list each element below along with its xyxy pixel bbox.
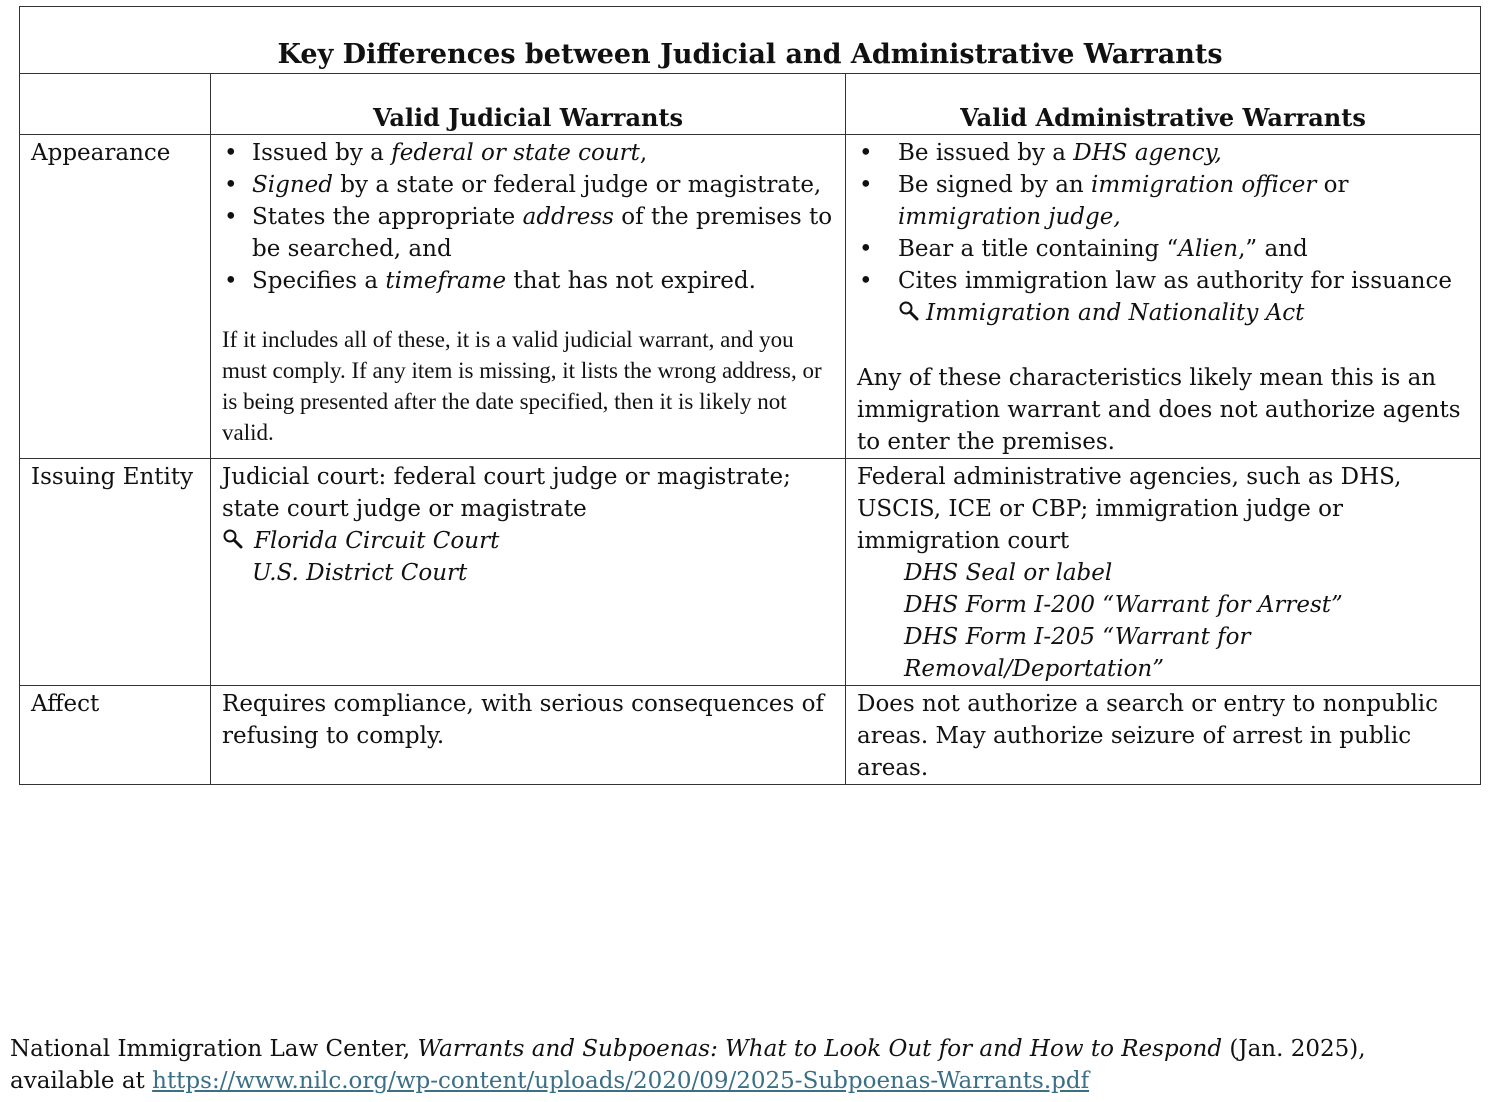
bullet-glyph: • (224, 172, 238, 198)
bullet-glyph: • (859, 236, 873, 262)
citation-available-at: available at (10, 1068, 153, 1094)
magnifier-icon (898, 300, 926, 324)
bullet-text: States the appropriate (252, 204, 523, 230)
list-item (222, 265, 834, 297)
bullet-glyph: • (859, 172, 873, 198)
bullet-text: or (1316, 172, 1349, 198)
bullet-text: by a state or federal judge or magistrate, (332, 172, 822, 198)
bullet-emphasis: DHS agency, (1073, 140, 1222, 166)
bullet-text: Be signed by an (898, 172, 1092, 198)
bullet-glyph: • (224, 268, 238, 294)
bullet-text: of the premises to be searched, and (252, 204, 833, 262)
bullet-text: Be issued by a (898, 140, 1074, 166)
administrative-column-header: Valid Administrative Warrants (846, 74, 1481, 135)
example-text: DHS Seal or label (904, 560, 1113, 586)
citation-date: (Jan. 2025), (1222, 1036, 1366, 1062)
example-text: DHS Form I-205 “Warrant for Removal/Deportation” (904, 624, 1251, 682)
empty-header-cell (20, 74, 211, 135)
cell-spacer (222, 589, 834, 683)
citation-title: Warrants and Subpoenas: What to Look Out for and How to Respond (417, 1036, 1223, 1062)
administrative-appearance-list (857, 137, 1469, 329)
issuing-entity-row (20, 459, 1481, 686)
bullet-emphasis: immigration judge, (898, 204, 1121, 230)
judicial-affect-cell: Requires compliance, with serious consequences of refusing to comply. (211, 686, 846, 785)
appearance-row (20, 135, 1481, 459)
bullet-text: Bear a title containing “ (898, 236, 1179, 262)
bullet-glyph: • (859, 140, 873, 166)
judicial-issuing-cell (211, 459, 846, 686)
bullet-text: that has not expired. (506, 268, 756, 294)
bullet-emphasis: Signed (252, 172, 333, 198)
bullet-glyph: • (224, 204, 238, 230)
citation-link[interactable]: https://www.nilc.org/wp-content/uploads/2020/09/2025-Subpoenas-Warrants.pdf (152, 1068, 1090, 1094)
list-item (222, 169, 834, 201)
administrative-example (898, 297, 1469, 329)
bullet-text: ,” and (1238, 236, 1308, 262)
table-title-row (20, 7, 1481, 74)
example-text: Immigration and Nationality Act (926, 300, 1305, 326)
administrative-characteristics-note: Any of these characteristics likely mean this is an immigration warrant and does not authorize agents to enter the premises. (857, 365, 1461, 455)
column-header-row (20, 74, 1481, 135)
affect-row (20, 686, 1481, 785)
list-item (857, 169, 1469, 233)
bullet-emphasis: federal or state court (391, 140, 640, 166)
bullet-glyph: • (859, 268, 873, 294)
judicial-validity-note: If it includes all of these, it is a valid judicial warrant, and you must comply. If any item is missing, it lists the wrong address, or is being presented after the date specified, then it is likely not valid. (222, 327, 822, 445)
administrative-appearance-cell (846, 135, 1481, 459)
table-title: Key Differences between Judicial and Administrative Warrants (20, 7, 1481, 74)
bullet-glyph: • (224, 140, 238, 166)
example-text: Florida Circuit Court (254, 528, 500, 554)
example-text: U.S. District Court (252, 560, 468, 586)
example-text: DHS Form I-200 “Warrant for Arrest” (904, 592, 1343, 618)
list-item (222, 201, 834, 265)
bullet-emphasis: timeframe (385, 268, 507, 294)
bullet-text: Issued by a (252, 140, 392, 166)
bullet-text: Specifies a (252, 268, 386, 294)
bullet-emphasis: Alien (1178, 236, 1239, 262)
judicial-issuing-text: Judicial court: federal court judge or magistrate; state court judge or magistrate (222, 464, 791, 522)
warrants-comparison-table (19, 6, 1481, 785)
judicial-example (222, 525, 834, 557)
bullet-text: , (639, 140, 648, 166)
administrative-issuing-cell (846, 459, 1481, 686)
bullet-text: Cites immigration law as authority for issuance (898, 268, 1452, 294)
affect-label: Affect (20, 686, 211, 785)
citation-footer (10, 1033, 1480, 1097)
bullet-emphasis: address (522, 204, 614, 230)
issuing-entity-label: Issuing Entity (20, 459, 211, 686)
list-item (222, 137, 834, 169)
administrative-affect-cell: Does not authorize a search or entry to nonpublic areas. May authorize seizure of arrest in public areas. (846, 686, 1481, 785)
bullet-emphasis: immigration officer (1091, 172, 1317, 198)
list-item (857, 137, 1469, 169)
judicial-appearance-list (222, 137, 834, 297)
appearance-label: Appearance (20, 135, 211, 459)
administrative-issuing-text: Federal administrative agencies, such as DHS, USCIS, ICE or CBP; immigration judge or immigration court (857, 464, 1402, 554)
list-item (857, 233, 1469, 265)
judicial-column-header: Valid Judicial Warrants (211, 74, 846, 135)
list-item (857, 265, 1469, 329)
magnifier-icon (222, 528, 254, 552)
judicial-appearance-cell (211, 135, 846, 459)
citation-org: National Immigration Law Center, (10, 1036, 418, 1062)
